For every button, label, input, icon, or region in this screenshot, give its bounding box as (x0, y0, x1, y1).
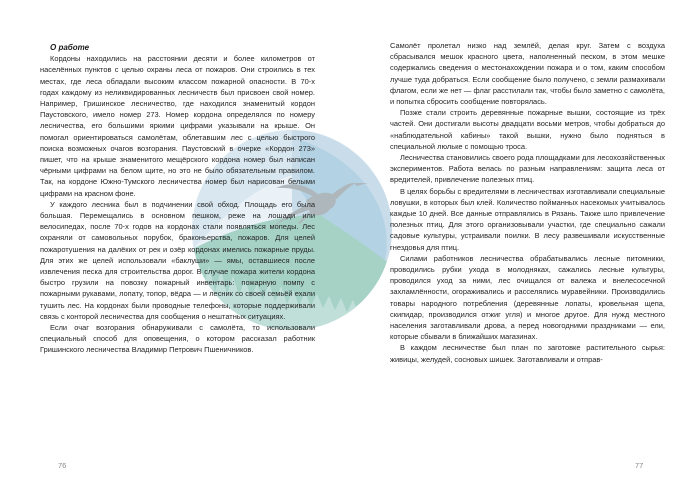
left-page-column (40, 42, 315, 356)
paragraph: Если очаг возгорания обнаруживали с самолёта, то использовали специальный способ для оповещения, о котором рассказал работник Гришинского лесничества Владимир Петрович Пшеничников. (40, 323, 315, 355)
paragraph: В каждом лесничестве был план по заготовке растительного сырья: живицы, желудей, сосновых шишек. Заготавливали и отправ- (390, 343, 665, 364)
section-heading: О работе (50, 43, 90, 52)
paragraph: У каждого лесника был в подчинении свой обход. Площадь его была большая. Перемещались в основном пешком, реже на лошади или велосипедах, после 70-х годов на кордонах стали появляться мопеды. Лес охраняли от самовольных порубок, браконьерства, пожаров. Для целей пожаротушения на далёких от рек и озёр кордонах имелись пожарные пруды. Для этих же целей использовали «баклуши» — ямы, оставшиеся после извлечения песка для строительства дорог. В случае пожара жители кордона быстро грузили на повозку пожарный инвентарь: пожарную помпу с пожарными рукавами, лопату, топор, вёдра — и лесник со своей семьёй ехали тушить лес. На кордонах были проводные телефоны, которые поддерживали связь с конторой лесничества для сообщения о нештатных ситуациях. (40, 199, 315, 321)
paragraph: Позже стали строить деревянные пожарные вышки, состоящие из трёх частей. Они достигали высоты двадцати восьми метров, чтобы добраться до «наблюдательной кабины» такой вышки, нужно было подняться в специальной люльке с помощью троса. (390, 108, 665, 151)
page-number-right: 77 (635, 461, 644, 470)
paragraph: Силами работников лесничества обрабатывались лесные питомники, проводились рубки ухода в молодняках, сажались лесные культуры, проводился уход за ними, лес очищался от валежа и внелесосечной захламлённости, огораживались и расселялись муравейники. Производились товары народного потребления (деревянные лопаты, кровельная щепа, скипидар, производился отжиг угля) и многое другое. Для нужд местного населения заготавливали дрова, а перед новогодними праздниками — ели, которые сбывали в ближайших магазинах. (390, 253, 665, 342)
paragraph: Самолёт пролетал низко над землёй, делая круг. Затем с воздуха сбрасывался мешок красного цвета, наполненный песком, в этом мешке содержались сведения о местонахождении пожара и о том, каким способом лучше туда добраться. Если сообщение было получено, с земли размахивали флагом, если же нет — флаг расстилали так, чтобы было заметно с самолёта, и попытка сбросить сообщение повторялась. (390, 41, 665, 107)
paragraph: В целях борьбы с вредителями в лесничествах изготавливали специальные ловушки, в которых был клей. Количество пойманных насекомых учитывалось каждые 10 дней. Все данные отправлялись в Рязань. Также шло привлечение полезных птиц. Для этого организовывали участки, где специально сажали садовые культуры, устраивали поилки. В лесу развешивали искусственные гнездовья для птиц. (390, 186, 665, 252)
paragraph: Лесничества становились своего рода площадками для лесохозяйственных экспериментов. Работа велась по разным направлениям: защита леса от вредителей, привлечение полезных птиц. (390, 153, 665, 185)
page-number-left: 76 (58, 461, 67, 470)
paragraph: Кордоны находились на расстоянии десяти и более километров от населённых пунктов с целью охраны леса от пожаров. Они строились в тех местах, где леса обладали высоким классом пожарной опасности. В 70-х годах каждому из неликвидированных лесничеств был присвоен свой номер. Например, Гришинское лесничество, где находился знаменитый кордон Паустовского, имело номер 273. Номер кордона определялся по номеру лесничества, его большими яркими цифрами указывали на крыше. Он помогал ориентироваться самолётам, облетавшим лес с целью быстрого поиска возможных очагов возгорания. Паустовский в очерке «Кордон 273» пишет, что на крыше знаменитого мещёрского кордона номер был написан чёрными цифрами на белом щите, но это не было обязательным правилом. Так, на кордоне Южно-Тумского лесничества номер был нарисован белыми цифрами на красном фоне. (40, 54, 315, 198)
right-page-column (390, 40, 665, 365)
